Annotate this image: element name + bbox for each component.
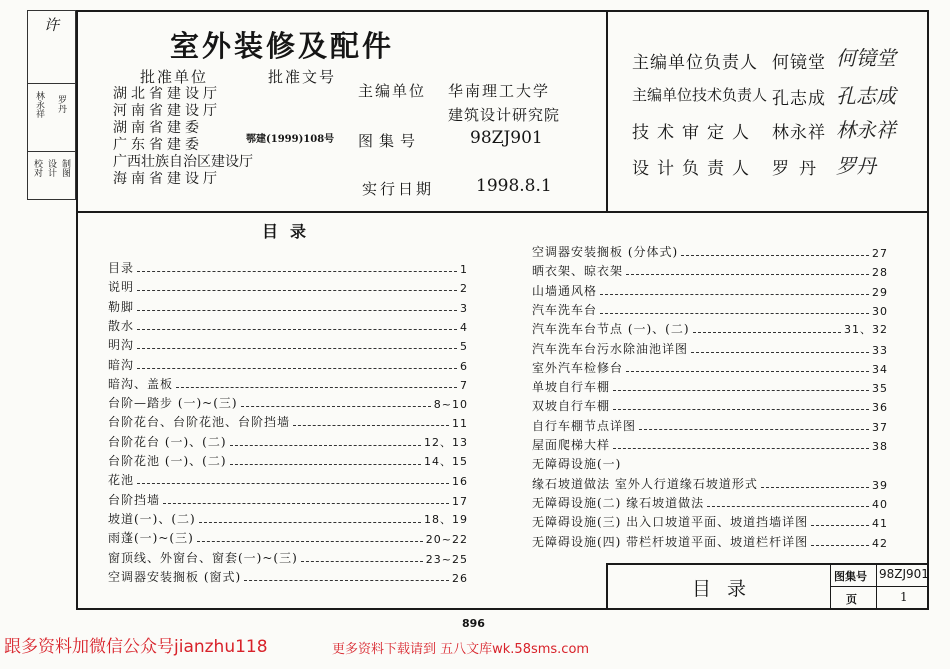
role-4: 设计负责人: [632, 159, 757, 179]
toc-entry: [532, 377, 888, 395]
sidebar-name-2: 罗丹: [56, 95, 66, 113]
toc-entry: [108, 297, 468, 315]
toc-entry-title: 汽车洗车台污水除油池详图: [532, 341, 689, 356]
approval-unit-2: 河南省建设厅: [113, 103, 221, 119]
sidebar-name-1: 林永祥: [34, 91, 44, 118]
toc-leader: [137, 368, 457, 369]
footer-left-watermark: 跟多资料加微信公众号jianzhu118: [4, 637, 268, 657]
toc-leader: [691, 352, 869, 353]
toc-leader: [230, 464, 421, 465]
toc-entry-page: 39: [872, 478, 888, 492]
toc-entry-title: 台阶花台 (一)、(二): [108, 434, 227, 449]
toc-leader: [137, 329, 457, 330]
toc-entry-page: 5: [460, 340, 468, 354]
toc-entry-page: 33: [872, 343, 888, 357]
toc-entry-page: 38: [872, 440, 888, 453]
toc-entry-page: 1: [460, 263, 468, 276]
toc-entry-title: 空调器安装搁板 (分体式): [532, 245, 679, 259]
atlas-label: 图集号: [358, 132, 422, 150]
toc-entry-page: 31、32: [844, 323, 888, 337]
toc-entry: [108, 567, 468, 585]
toc-entry: [108, 316, 468, 334]
editor-line-2: 建筑设计研究院: [448, 106, 561, 124]
toc-entry-title: 空调器安装搁板 (窗式): [108, 569, 242, 584]
name-2: 孔志成: [772, 89, 826, 109]
toc-entry-title: 雨蓬(一)~(三): [108, 531, 194, 546]
toc-leader: [176, 387, 457, 388]
toc-entry: [532, 339, 888, 357]
approval-unit-6: 海南省建设厅: [113, 171, 221, 187]
toc-leader: [613, 409, 869, 410]
editor-label: 主编单位: [358, 82, 427, 100]
toc-entry-page: 23~25: [425, 552, 468, 566]
toc-entry-title: 台阶挡墙: [108, 492, 161, 507]
title-block-page-label: 页: [846, 593, 857, 606]
title-block-atlas-value: 98ZJ901: [879, 567, 929, 581]
toc-entry-page: 4: [460, 320, 468, 334]
toc-entry-title: 坡道(一)、(二): [108, 511, 196, 526]
toc-entry-page: 37: [872, 420, 888, 434]
toc-leader: [137, 290, 457, 291]
toc-entry: [532, 300, 888, 318]
toc-entry-page: 8~10: [433, 398, 468, 412]
toc-leader: [707, 506, 869, 507]
name-1: 何镜堂: [772, 53, 826, 73]
toc-entry-title: 勒脚: [108, 299, 135, 314]
toc-entry-page: 7: [460, 378, 468, 392]
toc-entry: [532, 416, 888, 434]
toc-entry: [108, 374, 468, 392]
toc-entry-title: 台阶—踏步 (一)~(三): [108, 396, 238, 411]
toc-leader: [137, 348, 457, 349]
toc-entry: [108, 509, 468, 527]
role-2: 主编单位技术负责人: [632, 86, 768, 104]
toc-entry-title: 汽车洗车台: [532, 302, 598, 317]
toc-entry-title: 说明: [108, 280, 135, 295]
editor-line-1: 华南理工大学: [448, 82, 551, 100]
toc-entry-title: 花池: [108, 473, 135, 488]
approval-unit-1: 湖北省建设厅: [113, 86, 221, 102]
toc-entry-title: 山墙通风格: [532, 283, 598, 298]
toc-entry: [532, 281, 888, 299]
page-number: 896: [462, 617, 485, 630]
toc-entry-page: 40: [872, 497, 888, 511]
toc-leader: [137, 271, 457, 272]
toc-entry-page: 17: [452, 494, 468, 508]
toc-title: 目录: [262, 222, 319, 241]
toc-leader: [137, 310, 457, 311]
atlas-value: 98ZJ901: [470, 128, 543, 148]
name-3: 林永祥: [772, 123, 826, 143]
toc-entry-title: 散水: [108, 318, 135, 333]
sidebar-label-3: 制图: [60, 159, 70, 177]
toc-entry: [532, 435, 888, 453]
toc-leader: [600, 294, 869, 295]
toc-entry-page: 28: [872, 266, 888, 280]
toc-entry-page: 41: [872, 517, 888, 531]
toc-entry-page: 35: [872, 382, 888, 396]
toc-leader: [230, 445, 421, 446]
date-value: 1998.8.1: [476, 176, 552, 196]
toc-entry: [532, 261, 888, 279]
toc-entry-page: 14、15: [424, 455, 468, 468]
approval-unit-3: 湖南省建委: [113, 120, 203, 136]
toc-entry-page: 27: [872, 247, 888, 260]
toc-leader: [163, 503, 449, 504]
toc-entry: [108, 470, 468, 488]
toc-entry-title: 明沟: [108, 338, 135, 353]
toc-entry: [108, 432, 468, 450]
toc-entry: [532, 358, 888, 376]
toc-entry: [108, 393, 468, 411]
sidebar-label-1: 校对: [32, 159, 42, 177]
page-title: 室外装修及配件: [170, 29, 395, 63]
toc-leader: [244, 580, 449, 581]
toc-leader: [241, 406, 431, 407]
date-label: 实行日期: [362, 180, 435, 198]
toc-entry: [108, 490, 468, 508]
toc-leader: [600, 313, 869, 314]
toc-leader: [681, 255, 869, 256]
toc-entry-page: 36: [872, 401, 888, 415]
toc-entry-title: 台阶花池 (一)、(二): [108, 454, 227, 468]
toc-entry-title: 无障碍设施(一): [532, 457, 622, 472]
approval-unit-label: 批准单位: [140, 68, 209, 86]
name-4: 罗丹: [772, 159, 826, 179]
sidebar-label-2: 设计: [46, 159, 56, 177]
toc-entry: [108, 335, 468, 353]
approval-number: 鄂建(1999)108号: [246, 134, 335, 145]
toc-entry: [108, 451, 468, 469]
toc-leader: [197, 541, 423, 542]
toc-entry: [108, 355, 468, 373]
toc-entry-title: 暗沟、盖板: [108, 376, 174, 391]
toc-entry-page: 16: [452, 475, 468, 489]
toc-entry-title: 缘石坡道做法 室外人行道缘石坡道形式: [532, 476, 758, 491]
toc-entry-title: 暗沟: [108, 357, 135, 372]
toc-entry-page: 6: [460, 359, 468, 373]
toc-entry: [108, 548, 468, 566]
signature-1: 何镜堂: [836, 46, 896, 70]
toc-entry-title: 目录: [108, 261, 135, 275]
toc-entry-title: 汽车洗车台节点 (一)、(二): [532, 322, 690, 337]
toc-leader: [613, 390, 869, 391]
toc-entry: [532, 493, 888, 511]
toc-entry-title: 无障碍设施(二) 缘石坡道做法: [532, 495, 705, 510]
toc-leader: [626, 371, 869, 372]
toc-entry: [532, 532, 888, 550]
toc-entry-title: 单坡自行车棚: [532, 380, 611, 395]
toc-entry: [532, 242, 888, 260]
toc-entry-page: 11: [452, 417, 468, 431]
toc-entry-title: 自行车棚节点详图: [532, 418, 637, 433]
toc-entry: [532, 454, 888, 472]
toc-leader: [761, 487, 869, 488]
header-divider: [76, 211, 929, 213]
toc-leader: [301, 561, 423, 562]
toc-entry-title: 窗顶线、外窗台、窗套(一)~(三): [108, 550, 298, 565]
signature-2: 孔志成: [836, 84, 896, 108]
toc-entry: [108, 277, 468, 295]
signature-4: 罗丹: [836, 154, 876, 178]
toc-leader: [639, 429, 869, 430]
toc-entry: [108, 528, 468, 546]
toc-entry-page: 20~22: [425, 533, 468, 547]
toc-leader: [693, 332, 841, 333]
toc-leader: [137, 483, 449, 484]
toc-leader: [626, 274, 869, 275]
toc-entry: [532, 319, 888, 337]
toc-entry-page: 2: [460, 282, 468, 296]
toc-entry: [532, 474, 888, 492]
approval-unit-4: 广东省建委: [113, 137, 203, 153]
title-block-name: 目录: [692, 578, 763, 600]
toc-entry-title: 双坡自行车棚: [532, 399, 611, 414]
toc-entry: [532, 396, 888, 414]
toc-entry-page: 42: [872, 536, 888, 550]
approval-no-label: 批准文号: [268, 68, 337, 86]
toc-entry: [108, 258, 468, 276]
toc-leader: [199, 522, 421, 523]
sidebar-signature: 许: [42, 17, 60, 32]
toc-entry-title: 无障碍设施(四) 带栏杆坡道平面、坡道栏杆详图: [532, 534, 809, 549]
toc-entry-page: 12、13: [424, 435, 468, 449]
header-vertical-divider: [606, 10, 608, 212]
toc-entry: [108, 412, 468, 430]
toc-entry-title: 晒衣架、晾衣架: [532, 264, 624, 279]
toc-entry-page: 34: [872, 362, 888, 376]
toc-entry-title: 台阶花台、台阶花池、台阶挡墙: [108, 415, 291, 430]
toc-entry-title: 室外汽车检修台: [532, 360, 624, 375]
toc-entry: [532, 512, 888, 530]
toc-entry-title: 无障碍设施(三) 出入口坡道平面、坡道挡墙详图: [532, 515, 809, 530]
toc-entry-page: 29: [872, 285, 888, 299]
title-block-atlas-label: 图集号: [834, 570, 867, 583]
toc-leader: [613, 448, 869, 449]
toc-entry-page: 26: [452, 571, 468, 585]
toc-entry-page: 30: [872, 304, 888, 318]
toc-entry-page: 18、19: [424, 512, 468, 526]
signature-3: 林永祥: [836, 118, 896, 142]
title-block-page-value: 1: [900, 590, 908, 604]
toc-leader: [811, 545, 869, 546]
toc-entry-title: 屋面爬梯大样: [532, 438, 611, 452]
toc-leader: [293, 425, 449, 426]
role-1: 主编单位负责人: [632, 53, 758, 73]
toc-entry-page: 3: [460, 301, 468, 315]
approval-unit-5: 广西壮族自治区建设厅: [113, 154, 253, 170]
role-3: 技术审定人: [632, 123, 757, 143]
toc-leader: [811, 525, 869, 526]
signature-sidebar: [27, 10, 76, 200]
footer-right-watermark: 更多资料下载请到 五八文库wk.58sms.com: [332, 642, 590, 657]
